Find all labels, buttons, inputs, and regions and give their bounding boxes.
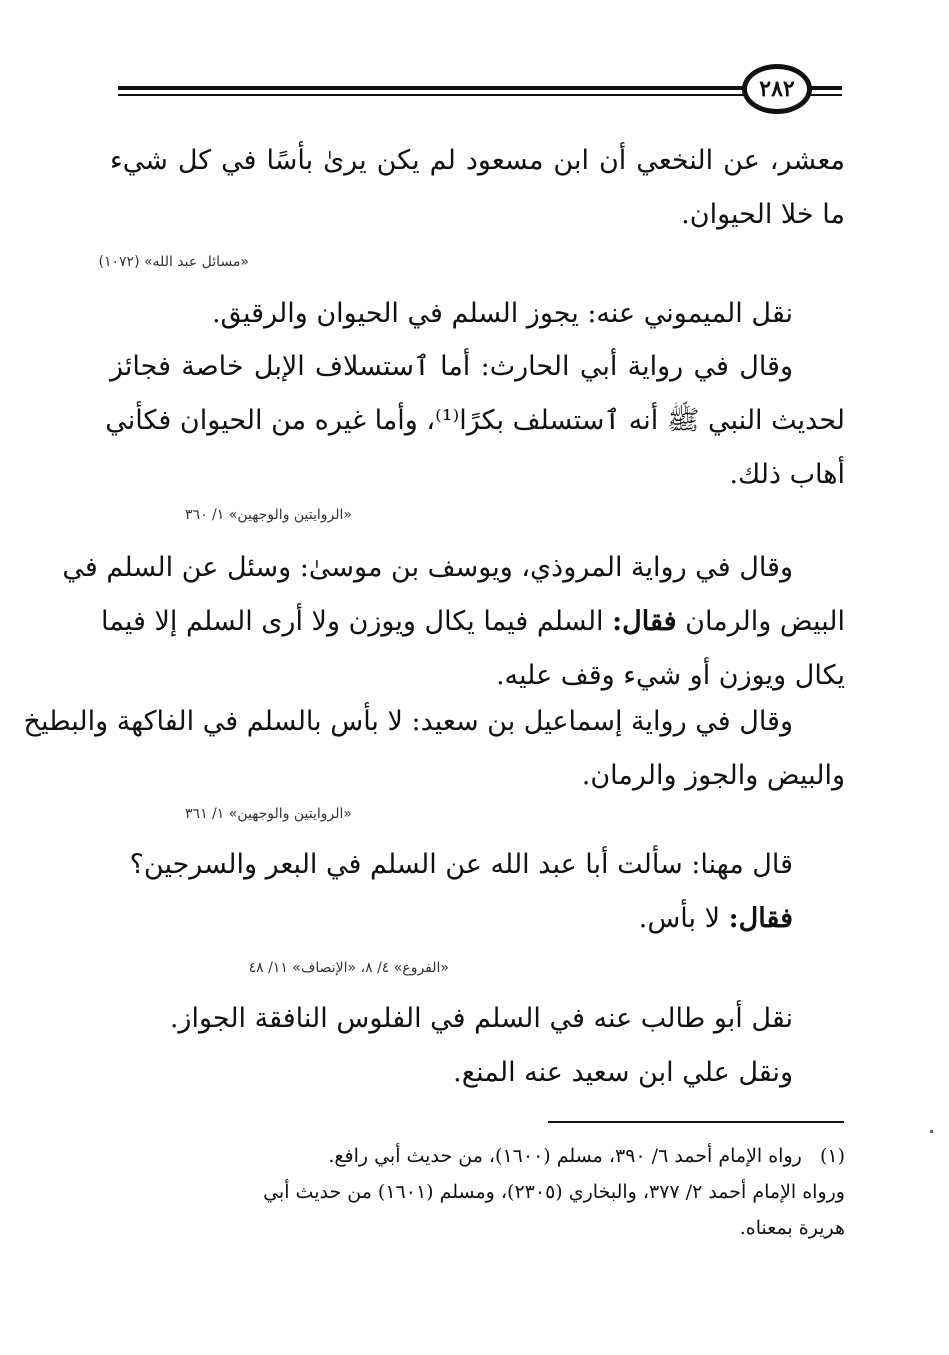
paragraph-4-line-2-bold: فقال: bbox=[612, 606, 677, 637]
header-rule-thick bbox=[118, 86, 842, 90]
paragraph-4-line-1: وقال في رواية المروذي، ويوسف بن موسىٰ: وسئل عن السلم في bbox=[62, 552, 793, 583]
paragraph-6-line-1: قال مهنا: سألت أبا عبد الله عن السلم في البعر والسرجين؟ bbox=[129, 849, 793, 880]
paragraph-4-line-2 bbox=[101, 595, 845, 649]
paragraph-7-line-1: نقل أبو طالب عنه في السلم في الفلوس النافقة الجواز. bbox=[169, 1003, 793, 1034]
paragraph-2-line-1: نقل الميموني عنه: يجوز السلم في الحيوان والرقيق. bbox=[211, 298, 793, 329]
paragraph-6-line-2-part-b: لا بأس. bbox=[638, 903, 729, 934]
paragraph-3 bbox=[105, 340, 845, 502]
paragraph-6-line-2-bold: فقال: bbox=[728, 903, 793, 934]
paragraph-3-line-2: لحديث النبي ﷺ أنه ٱستسلف بكرًا⁽¹⁾، وأما غيره من الحيوان فكأني bbox=[105, 405, 845, 436]
paragraph-4-line-2-part-a: البيض والرمان bbox=[676, 606, 845, 637]
source-citation-3: «الروايتين والوجهين» ١/ ٣٦١ bbox=[185, 806, 352, 822]
footnote-1-line-2: ورواه الإمام أحمد ٢/ ٣٧٧، والبخاري (٢٣٠٥)، ومسلم (١٦٠١) من حديث أبي bbox=[263, 1181, 845, 1203]
paragraph-3-line-3: أهاب ذلك. bbox=[729, 459, 845, 490]
footnote-1-line-1 bbox=[110, 1138, 845, 1174]
paragraph-8-line-1: ونقل علي ابن سعيد عنه المنع. bbox=[453, 1057, 793, 1088]
footnote-1-text: رواه الإمام أحمد ٦/ ٣٩٠، مسلم (١٦٠٠)، من حديث أبي رافع. bbox=[328, 1145, 802, 1167]
paragraph-2 bbox=[110, 287, 845, 341]
paragraph-1-line-1: معشر، عن النخعي أن ابن مسعود لم يكن يرىٰ بأسًا في كل شيء bbox=[110, 145, 845, 176]
footnote-marker: (١) bbox=[819, 1145, 845, 1167]
paragraph-6-line-2 bbox=[110, 892, 845, 946]
paragraph-4-line-3: يكال ويوزن أو شيء وقف عليه. bbox=[495, 660, 845, 691]
paragraph-4-line-2-part-b: السلم فيما يكال ويوزن ولا أرى السلم إلا فيما bbox=[101, 606, 613, 637]
page-number: ٢٨٢ bbox=[759, 76, 795, 102]
paragraph-4 bbox=[62, 541, 845, 703]
paragraph-5-line-1: وقال في رواية إسماعيل بن سعيد: لا بأس بالسلم في الفاكهة والبطيخ bbox=[23, 706, 793, 737]
paragraph-5 bbox=[23, 695, 845, 803]
source-citation-1: «مسائل عبد الله» (١٠٧٢) bbox=[98, 254, 249, 270]
footnote-separator bbox=[548, 1121, 844, 1123]
header-rule-thin bbox=[118, 94, 842, 96]
paragraph-1 bbox=[110, 134, 845, 242]
margin-mark bbox=[930, 1130, 933, 1133]
paragraph-7 bbox=[110, 992, 845, 1100]
paragraph-1-line-2: ما خلا الحيوان. bbox=[681, 199, 845, 230]
footnotes bbox=[110, 1138, 845, 1246]
paragraph-6 bbox=[110, 838, 845, 946]
source-citation-4: «الفروع» ٤/ ٨، «الإنصاف» ١١/ ٤٨ bbox=[248, 960, 449, 976]
paragraph-3-line-1: وقال في رواية أبي الحارث: أما ٱستسلاف الإبل خاصة فجائز bbox=[110, 351, 793, 382]
paragraph-5-line-2: والبيض والجوز والرمان. bbox=[581, 760, 845, 791]
source-citation-2: «الروايتين والوجهين» ١/ ٣٦٠ bbox=[185, 507, 352, 523]
footnote-1-line-3: هريرة بمعناه. bbox=[739, 1217, 845, 1239]
page-number-badge bbox=[742, 64, 812, 114]
